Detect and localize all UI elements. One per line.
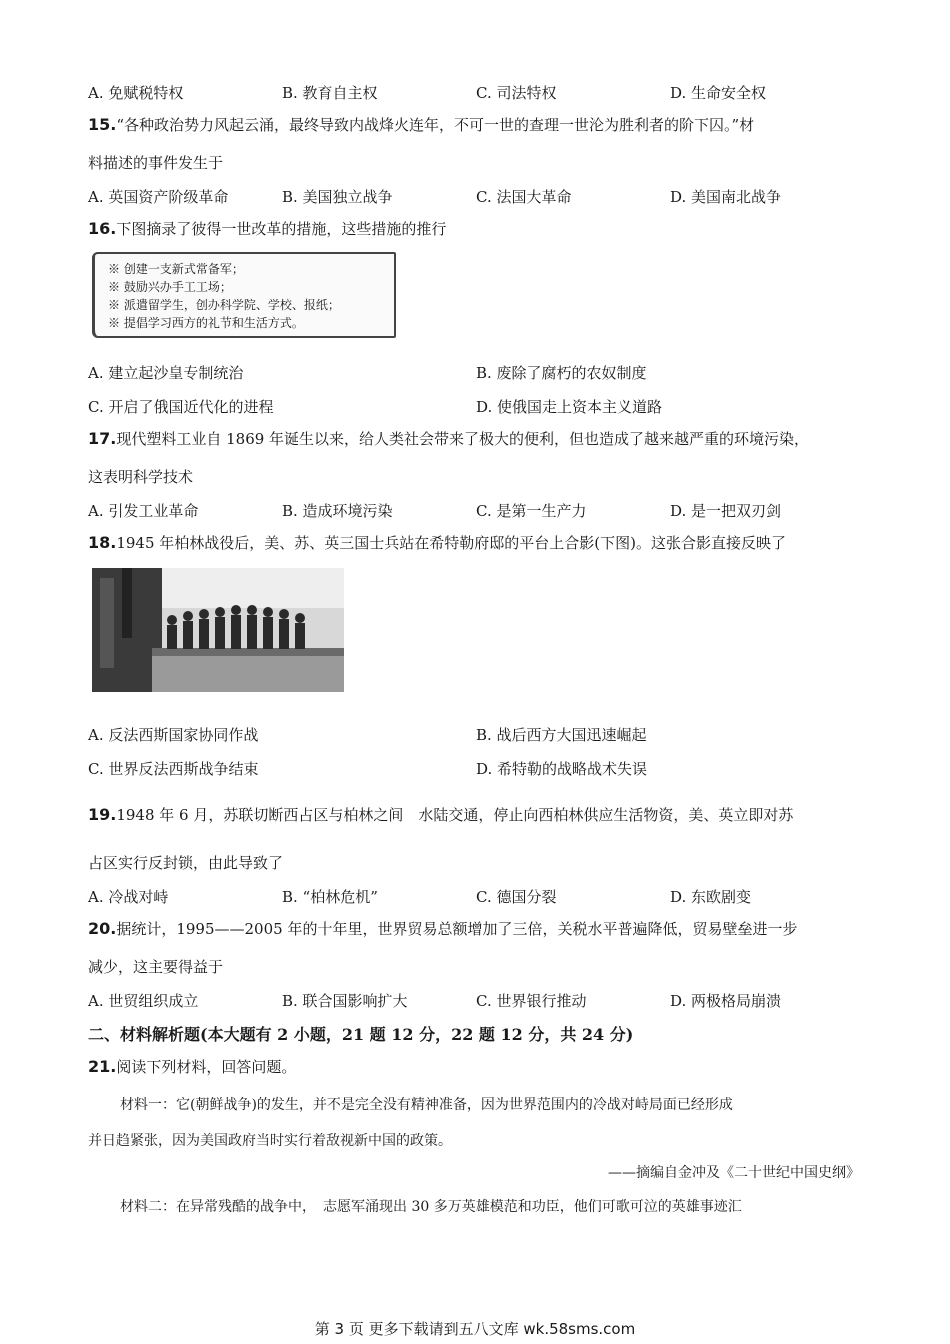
material-2-line1: 材料二：在异常残酷的战争中， 志愿军涌现出 30 多万英雄模范和功臣，他们可歌可泣的英雄事迹汇 [120, 1199, 742, 1215]
q18-number: 18. [88, 533, 117, 552]
q20-text: 据统计，1995——2005 年的十年里，世界贸易总额增加了三倍，关税水平普遍降低，贸易壁垒进一步 [116, 920, 798, 938]
section-heading: 二、材料解析题(本大题有 2 小题，21 题 12 分，22 题 12 分，共 24 分) [88, 1025, 634, 1044]
q19-stem-line1 [88, 804, 793, 825]
q19-stem-line2: 占区实行反封锁，由此导致了 [88, 854, 284, 872]
q19-option-a: A. 冷战对峙 [88, 888, 169, 906]
scroll-line: ※ 鼓励兴办手工工场； [108, 280, 232, 294]
q20-option-c: C. 世界银行推动 [476, 992, 587, 1010]
q20-option-d: D. 两极格局崩溃 [670, 992, 782, 1010]
reform-scroll-figure [92, 252, 396, 338]
q16-option-b: B. 废除了腐朽的农奴制度 [476, 364, 647, 382]
q19-option-b: B. “柏林危机” [282, 888, 378, 906]
q18-option-c: C. 世界反法西斯战争结束 [88, 760, 259, 778]
q20-number: 20. [88, 919, 117, 938]
q19-number: 19. [88, 805, 117, 824]
q19-option-c: C. 德国分裂 [476, 888, 557, 906]
q15-option-d: D. 美国南北战争 [670, 188, 782, 206]
q14-option-c: C. 司法特权 [476, 84, 557, 102]
q16-stem [88, 218, 446, 239]
q15-stem-line1 [88, 114, 754, 135]
q17-stem-line2: 这表明科学技术 [88, 468, 194, 486]
q15-stem-line2: 料描述的事件发生于 [88, 154, 224, 172]
q16-option-d: D. 使俄国走上资本主义道路 [476, 398, 663, 416]
q15-option-b: B. 美国独立战争 [282, 188, 393, 206]
q16-option-c: C. 开启了俄国近代化的进程 [88, 398, 274, 416]
q21-text: 阅读下列材料，回答问题。 [116, 1058, 297, 1076]
q16-option-a: A. 建立起沙皇专制统治 [88, 364, 244, 382]
q18-option-b: B. 战后西方大国迅速崛起 [476, 726, 647, 744]
q18-option-a: A. 反法西斯国家协同作战 [88, 726, 259, 744]
q14-option-b: B. 教育自主权 [282, 84, 378, 102]
q18-option-d: D. 希特勒的战略战术失误 [476, 760, 648, 778]
q20-option-b: B. 联合国影响扩大 [282, 992, 408, 1010]
q17-number: 17. [88, 429, 117, 448]
q14-option-d: D. 生命安全权 [670, 84, 767, 102]
q19-text: 1948 年 6 月，苏联切断西占区与柏林之间 水陆交通，停止向西柏林供应生活物资，美、英立即对苏 [116, 806, 794, 824]
q17-option-c: C. 是第一生产力 [476, 502, 587, 520]
material-1-line2: 并日趋紧张，因为美国政府当时实行着敌视新中国的政策。 [88, 1133, 452, 1149]
page-footer: 第 3 页 更多下载请到五八文库 wk.58sms.com [314, 1320, 636, 1338]
q17-text: 现代塑料工业自 1869 年诞生以来，给人类社会带来了极大的便利，但也造成了越来越严重的环境污染， [116, 430, 810, 448]
q15-option-a: A. 英国资产阶级革命 [88, 188, 229, 206]
q15-text: “各种政治势力风起云涌，最终导致内战烽火连年，不可一世的查理一世沦为胜利者的阶下囚。”材 [116, 116, 755, 134]
scroll-line: ※ 派遣留学生，创办科学院、学校、报纸； [108, 298, 340, 312]
q14-option-a: A. 免赋税特权 [88, 84, 184, 102]
q20-stem-line2: 减少，这主要得益于 [88, 958, 224, 976]
scroll-curl-decoration [92, 252, 105, 336]
q18-stem [88, 532, 786, 553]
q16-text: 下图摘录了彼得一世改革的措施，这些措施的推行 [116, 220, 447, 238]
q20-option-a: A. 世贸组织成立 [88, 992, 199, 1010]
q19-option-d: D. 东欧剧变 [670, 888, 752, 906]
q18-text: 1945 年柏林战役后，美、苏、英三国士兵站在希特勒府邸的平台上合影(下图)。这张合影直接反映了 [116, 534, 786, 552]
scroll-line: ※ 提倡学习西方的礼节和生活方式。 [108, 316, 304, 330]
material-1-line1: 材料一：它(朝鲜战争)的发生，并不是完全没有精神准备，因为世界范围内的冷战对峙局面已经形成 [120, 1097, 733, 1113]
q21-number: 21. [88, 1057, 117, 1076]
q20-stem-line1 [88, 918, 797, 939]
q15-number: 15. [88, 115, 117, 134]
q21-stem [88, 1056, 296, 1077]
berlin-soldiers-photo [92, 568, 344, 692]
q17-option-a: A. 引发工业革命 [88, 502, 199, 520]
q17-option-b: B. 造成环境污染 [282, 502, 393, 520]
q17-stem-line1 [88, 428, 809, 449]
material-1-source: ——摘编自金冲及《二十世纪中国史纲》 [608, 1165, 860, 1181]
scroll-line: ※ 创建一支新式常备军； [108, 262, 244, 276]
photo-caption-cropped [92, 694, 344, 700]
q16-number: 16. [88, 219, 117, 238]
q17-option-d: D. 是一把双刃剑 [670, 502, 782, 520]
q15-option-c: C. 法国大革命 [476, 188, 572, 206]
